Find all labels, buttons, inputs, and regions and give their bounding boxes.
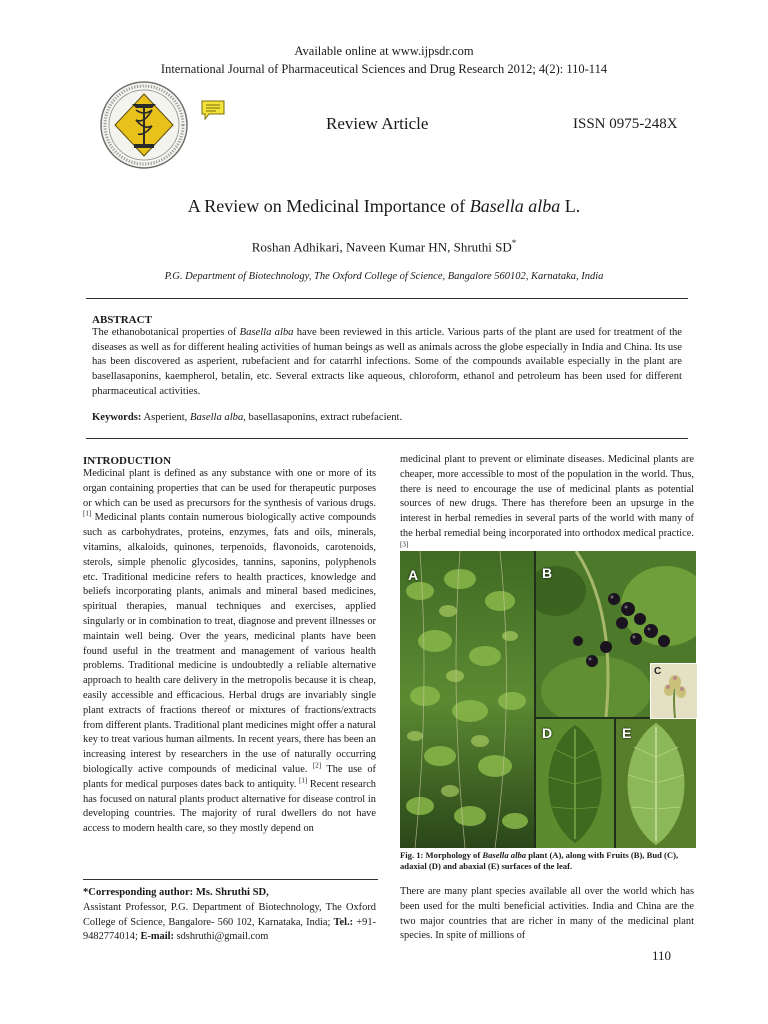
intro-body [83, 467, 376, 837]
intro-text-2: Medicinal plants contain numerous biologically active compounds such as carbohydrates, proteins, enzymes, fats and oils, minerals, vitamins, alkaloids, quinones, terpenoids, flavonoids, carotenoids, sterols, simple phenolic glycosides, tannins, saponins, polyphenols etc. Traditional medicine refers to health practices, knowledge and beliefs incorporating plants, animals and mineral based medicines, spiritual therapies, manual techniques and exercises, applied singularly or in combination to treat, diagnose and prevent illnesses or maintain well being. Over the years, medicinal plants have been found useful in the treatment and management of various health problems. Traditional medicine is undoubtedly a reliable alternative approach to health care delivery in the metropolis because it is cheap, easily accessible and efficacious. Herbal drugs are invariably single plant extracts of fractions thereof or mixtures of fractions/extracts from different plants. Traditional plant medicines might offer a natural key to treat various human ailments. In recent years, there has been an increasing interest by researchers in the use of naturally occurring biologically active compounds of medicinal value. [83, 512, 376, 775]
email-link[interactable]: sdshruthi@gmail.com [173, 931, 269, 943]
figure-caption [400, 850, 696, 872]
panel-label-a: A [408, 567, 419, 583]
abstract-heading: ABSTRACT [92, 314, 152, 326]
keywords-label: Keywords: [92, 412, 142, 423]
right-column-top [400, 453, 694, 557]
authors [0, 235, 768, 255]
note-icon[interactable] [201, 100, 225, 120]
right-column-bottom: There are many plant species available all over the world which has been used for the multi beneficial activities. India and China are the two major countries that are richer in many of the medicinal plant species. In spite of millions of [400, 886, 694, 942]
figure-panel-c [650, 663, 698, 719]
author-names: Roshan Adhikari, Naveen Kumar HN, Shruthi SD [251, 239, 512, 255]
abstract-species: Basella alba [239, 327, 294, 338]
figure-panel-d [536, 719, 614, 848]
keywords [92, 411, 402, 425]
abstract-text-1: The ethanobotanical properties of [92, 327, 240, 338]
citation-4: [3] [400, 540, 409, 549]
page-number: 110 [652, 948, 672, 963]
figure-1 [400, 551, 696, 848]
right-text-1: medicinal plant to prevent or eliminate diseases. Medicinal plants are cheaper, more accessible to most of the population in the world. Thus, there is need to encourage the use of medicinal plants as potential sources of new drugs. There has therefore been an upsurge in the interest in herbal remedies in several parts of the world with many of the herbal remedial being incorporated into orthodox medical practice. [400, 454, 694, 539]
figure-panel-a [400, 551, 534, 848]
keywords-text-1: Asperient, [141, 412, 190, 423]
panel-label-b: B [542, 565, 553, 581]
email-label: E-mail: [140, 931, 174, 943]
article-type: Review Article [326, 114, 429, 133]
intro-text-3: The use of plants for medical purposes dates back to antiquity. [83, 763, 376, 790]
corresponding-text: Assistant Professor, P.G. Department of Biotechnology, The Oxford College of Science, Bangalore- 560 102, Karnataka, India; [83, 902, 376, 928]
citation-1: [1] [83, 509, 92, 518]
citation-3: [1] [299, 776, 308, 785]
corresponding-label: *Corresponding author: Ms. Shruthi SD, [83, 887, 269, 898]
citation-2: [2] [312, 761, 322, 770]
title-text: A Review on Medicinal Importance of [187, 196, 470, 216]
abstract-text-2: have been reviewed in this article. Various parts of the plant are used for treatment of the diseases as well as for different healing activities of human beings as well as animals across the globe especially in India and China. Its use has been discovered as asperient, rubefacient and for catarrhl infections. Some of the compounds available especially in the plant are basellasaponins, kaempherol, betalin, etc. Several extracts like aqueous, chloroform, ethanol and petroleum has been used for different pharmaceutical activities. [92, 327, 683, 397]
intro-text-1: Medicinal plant is defined as any substance with one or more of its organ containing properties that can be used for therapeutic purposes or which can be used as precursors for the synthesis of various drugs. [83, 468, 376, 509]
panel-label-c: C [654, 666, 662, 677]
abstract-body [92, 326, 682, 400]
intro-heading: INTRODUCTION [83, 455, 172, 467]
author-star: * [511, 238, 517, 248]
caption-text-2: plant (A), along with Fruits (B), Bud (C), adaxial (D) and abaxial (E) surfaces of the leaf. [400, 850, 679, 871]
title-species: Basella alba [469, 196, 561, 216]
title-suffix: L. [560, 196, 581, 216]
divider-mid [86, 438, 688, 439]
figure-panel-e [616, 719, 696, 848]
paper-title [0, 195, 768, 217]
tel-number: +91-9482774014; [83, 916, 376, 943]
panel-label-d: D [542, 725, 553, 741]
issn: ISSN 0975-248X [573, 116, 678, 132]
keywords-text-2: basellasaponins, extract rubefacient. [245, 412, 403, 423]
affiliation: P.G. Department of Biotechnology, The Oxford College of Science, Bangalore 560102, Karnataka, India [164, 271, 604, 282]
keywords-species: Basella alba, [189, 412, 246, 423]
available-online: Available online at www.ijpsdr.com [294, 44, 474, 58]
journal-logo [94, 80, 196, 170]
tel-label: Tel.: [333, 916, 354, 928]
caption-text-1: Fig. 1: Morphology of [400, 850, 483, 860]
divider-top [86, 298, 688, 299]
corresponding-body [83, 901, 376, 945]
footnote-rule [83, 879, 378, 880]
journal-line: International Journal of Pharmaceutical Sciences and Drug Research 2012; 4(2): 110-114 [160, 62, 608, 76]
caption-species: Basella alba [482, 850, 527, 860]
panel-label-e: E [622, 725, 632, 741]
intro-text-4: Recent research has focused on natural plants product alternative for disease control in developing countries. The majority of rural dwellers do not have access to modern health care, so they mostly depend on [83, 778, 376, 835]
